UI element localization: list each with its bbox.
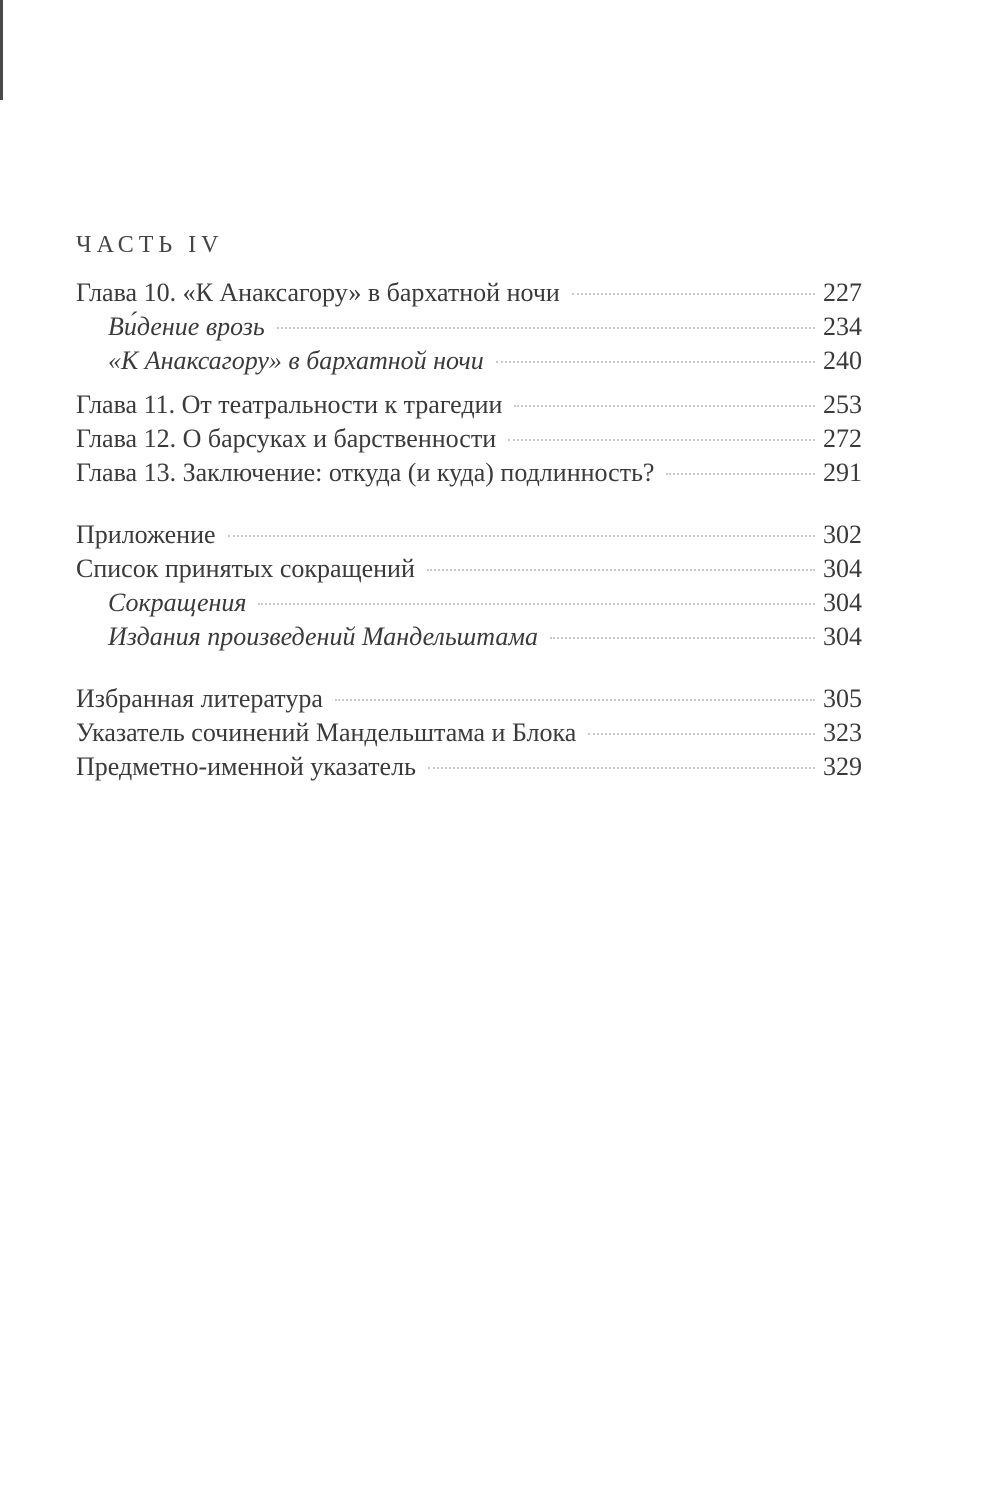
toc-subentry[interactable] xyxy=(76,620,862,654)
toc-entry[interactable] xyxy=(76,276,862,310)
group-spacer xyxy=(76,654,862,682)
entry-title: Глава 11. От театральности к трагедии xyxy=(76,390,503,419)
dot-leader xyxy=(666,472,815,475)
entry-title: Глава 10. «К Анаксагору» в бархатной ночи xyxy=(76,278,560,307)
entry-title: Предметно-именной указатель xyxy=(76,752,416,781)
dot-leader xyxy=(550,636,815,639)
page-number: 304 xyxy=(823,622,862,651)
page-number: 329 xyxy=(823,752,862,781)
toc-entry[interactable] xyxy=(76,518,862,552)
toc-entries xyxy=(76,276,862,784)
entry-title: Список принятых сокращений xyxy=(76,554,415,583)
part-heading: ЧАСТЬ IV xyxy=(76,232,224,258)
toc-subentry[interactable] xyxy=(76,586,862,620)
dot-leader xyxy=(258,602,815,605)
page-number: 304 xyxy=(823,588,862,617)
toc-entry[interactable] xyxy=(76,456,862,490)
dot-leader xyxy=(228,534,815,537)
page-number: 304 xyxy=(823,554,862,583)
toc-entry[interactable] xyxy=(76,422,862,456)
dot-leader xyxy=(514,404,815,407)
page-number: 305 xyxy=(823,684,862,713)
dot-leader xyxy=(508,438,815,441)
page-number: 253 xyxy=(823,390,862,419)
dot-leader xyxy=(428,766,815,769)
page-number: 240 xyxy=(823,346,862,375)
dot-leader xyxy=(588,732,815,735)
group-spacer xyxy=(76,378,862,388)
toc-entry[interactable] xyxy=(76,388,862,422)
entry-title: Указатель сочинений Мандельштама и Блока xyxy=(76,718,577,747)
page-number: 272 xyxy=(823,424,862,453)
entry-title: Сокращения xyxy=(108,588,247,617)
toc-entry[interactable] xyxy=(76,750,862,784)
dot-leader xyxy=(277,326,815,329)
dot-leader xyxy=(572,292,815,295)
toc-entry[interactable] xyxy=(76,716,862,750)
page-number: 227 xyxy=(823,278,862,307)
entry-title: Издания произведений Мандельштама xyxy=(108,622,538,651)
toc-subentry[interactable] xyxy=(76,344,862,378)
dot-leader xyxy=(335,698,815,701)
page-number: 323 xyxy=(823,718,862,747)
entry-title: Приложение xyxy=(76,520,216,549)
dot-leader xyxy=(427,568,815,571)
page-number: 234 xyxy=(823,312,862,341)
page-number: 291 xyxy=(823,458,862,487)
toc-subentry[interactable] xyxy=(76,310,862,344)
group-spacer xyxy=(76,490,862,518)
table-of-contents xyxy=(76,232,862,784)
entry-title: Избранная литература xyxy=(76,684,323,713)
dot-leader xyxy=(496,360,815,363)
entry-title: Глава 12. О барсуках и барственности xyxy=(76,424,497,453)
entry-title: Глава 13. Заключение: откуда (и куда) подлинность? xyxy=(76,458,655,487)
toc-entry[interactable] xyxy=(76,682,862,716)
toc-entry[interactable] xyxy=(76,552,862,586)
entry-title: «К Анаксагору» в бархатной ночи xyxy=(108,346,484,375)
scan-edge-mark xyxy=(0,0,3,100)
entry-title: Ви́дение врозь xyxy=(108,312,265,341)
page-number: 302 xyxy=(823,520,862,549)
